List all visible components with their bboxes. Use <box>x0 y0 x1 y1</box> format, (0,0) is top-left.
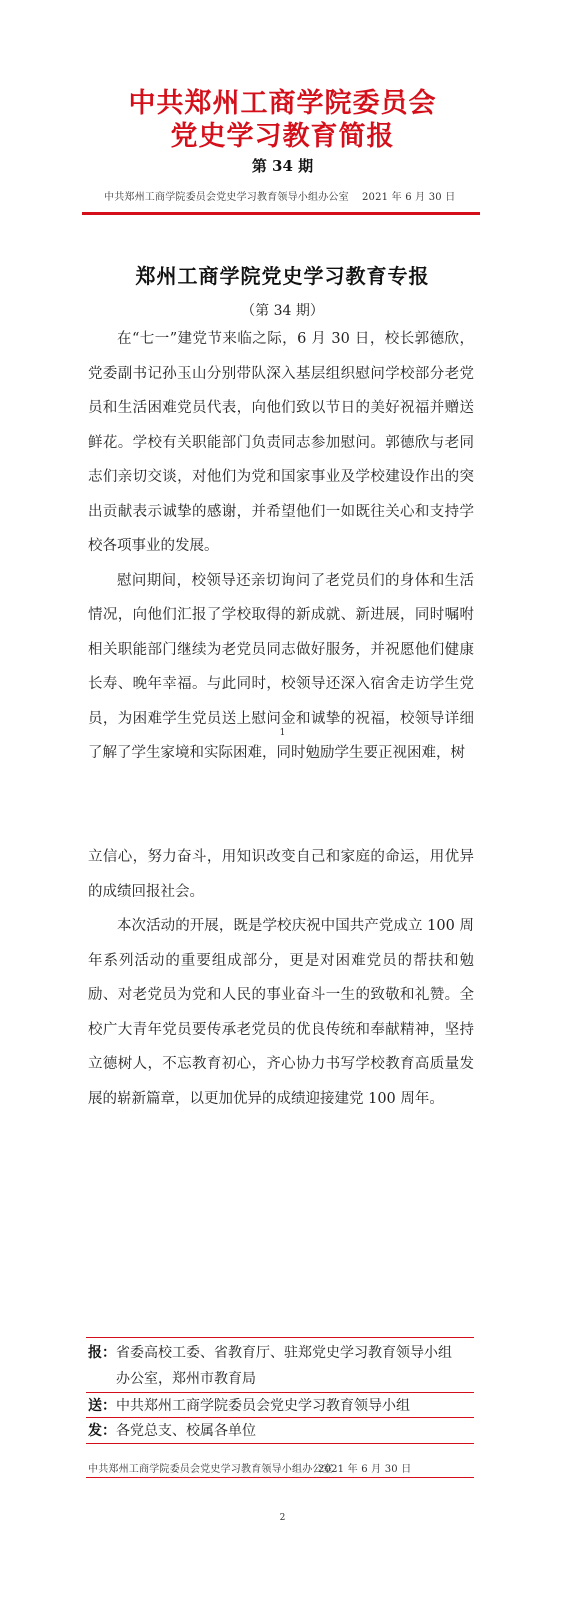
distribution-report-to <box>88 1340 478 1392</box>
masthead-title: 中共郑州工商学院委员会 <box>128 88 437 119</box>
footer-issuer: 中共郑州工商学院委员会党史学习教育领导小组办公室 <box>88 1464 333 1475</box>
distribution-send-to <box>88 1393 478 1419</box>
issue-label: 发： <box>88 1423 116 1439</box>
article-title: 郑州工商学院党史学习教育专报 <box>135 264 430 288</box>
masthead-issue: 第 34 期 <box>251 157 314 175</box>
distribution-issue-to <box>88 1418 478 1444</box>
article-body-page1 <box>88 322 474 771</box>
issue-text: 各党总支、校属各单位 <box>116 1423 256 1439</box>
footer-rule <box>86 1477 474 1478</box>
article-body-page2 <box>88 840 474 1116</box>
masthead-issuer: 中共郑州工商学院委员会党史学习教育领导小组办公室 <box>104 192 349 203</box>
masthead-subtitle: 党史学习教育简报 <box>170 121 395 152</box>
page-number: 1 <box>279 728 286 738</box>
distribution-rule <box>86 1443 474 1444</box>
page-number: 2 <box>279 1513 286 1523</box>
paragraph: 慰问期间，校领导还亲切询问了老党员们的身体和生活情况，向他们汇报了学校取得的新成就、新进展，同时嘱咐相关职能部门继续为老党员同志做好服务，并祝愿他们健康长寿、晚年幸福。与此同时，校领导还深入宿舍走访学生党员，为困难学生党员送上慰问金和诚挚的祝福，校领导详细了解了学生家境和实际困难，同时勉励学生要正视困难，树 <box>88 572 474 761</box>
distribution-top-rule <box>86 1337 474 1338</box>
send-label: 送： <box>88 1398 116 1414</box>
paragraph: 本次活动的开展，既是学校庆祝中国共产党成立 100 周年系列活动的重要组成部分，更是对困难党员的帮扶和勉励、对老党员为党和人民的事业奋斗一生的致敬和礼赞。全校广大青年党员要传承老党员的优良传统和奉献精神，坚持立德树人，不忘教育初心，齐心协力书写学校教育高质量发展的崭新篇章，以更加优异的成绩迎接建党 100 周年。 <box>88 918 474 1107</box>
footer-date: 2021 年 6 月 30 日 <box>318 1464 412 1475</box>
send-text: 中共郑州工商学院委员会党史学习教育领导小组 <box>116 1398 410 1414</box>
report-text: 省委高校工委、省教育厅、驻郑党史学习教育领导小组 <box>116 1345 452 1361</box>
article-issue: （第 34 期） <box>241 303 324 319</box>
report-label: 报： <box>88 1345 116 1361</box>
masthead-divider <box>82 212 480 215</box>
report-text-cont: 办公室，郑州市教育局 <box>116 1371 256 1387</box>
paragraph: 在“七一”建党节来临之际，6 月 30 日，校长郭德欣，党委副书记孙玉山分别带队深入基层组织慰问学校部分老党员和生活困难党员代表，向他们致以节日的美好祝福并赠送鲜花。学校有关职能部门负责同志参加慰问。郭德欣与老同志们亲切交谈，对他们为党和国家事业及学校建设作出的突出贡献表示诚挚的感谢，并希望他们一如既往关心和支持学校各项事业的发展。 <box>88 331 474 554</box>
paragraph-continuation: 立信心，努力奋斗，用知识改变自己和家庭的命运，用优异的成绩回报社会。 <box>88 849 474 900</box>
masthead-date: 2021 年 6 月 30 日 <box>362 192 456 203</box>
